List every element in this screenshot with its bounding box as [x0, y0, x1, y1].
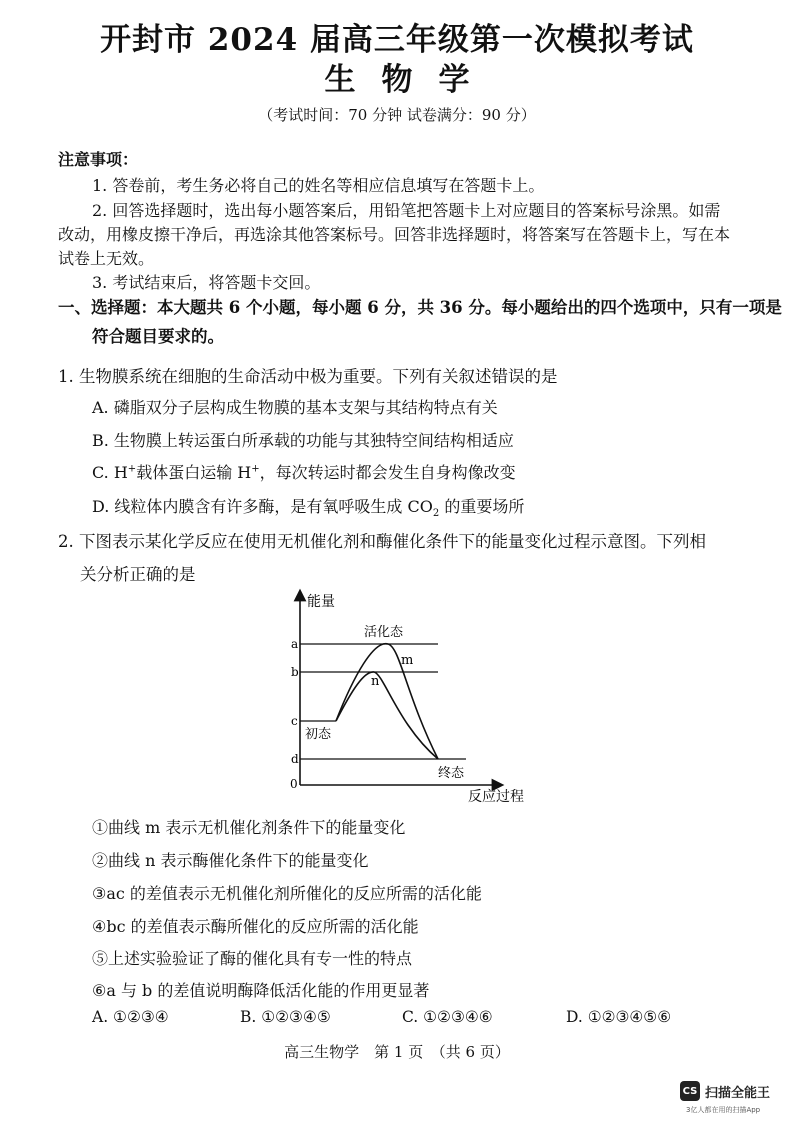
- scanner-logo-icon: CS: [680, 1081, 700, 1101]
- y-axis-label: 能量: [307, 594, 335, 610]
- notice-item-2-line-3: 试卷上无效。: [58, 249, 155, 268]
- x-axis-label: 反应过程: [468, 789, 524, 805]
- q1-option-b: B. 生物膜上转运蛋白所承载的功能与其独特空间结构相适应: [92, 431, 514, 450]
- final-state-label: 终态: [438, 766, 465, 781]
- q1-stem: 1. 生物膜系统在细胞的生命活动中极为重要。下列有关叙述错误的是: [58, 367, 558, 386]
- notice-item-3: 3. 考试结束后，将答题卡交回。: [92, 273, 321, 292]
- q2-statement-5: ⑤上述实验验证了酶的催化具有专一性的特点: [92, 949, 413, 968]
- q2-statement-3: ③ac 的差值表示无机催化剂所催化的反应所需的活化能: [92, 884, 482, 903]
- level-b-label: b: [291, 665, 299, 679]
- exam-time: （考试时间：70 分钟 试卷满分：90 分）: [258, 106, 536, 124]
- level-a-label: a: [291, 637, 299, 651]
- q2-option-b: B. ①②③④⑤: [240, 1008, 331, 1026]
- notice-item-1: 1. 答卷前，考生务必将自己的姓名等相应信息填写在答题卡上。: [92, 176, 545, 195]
- section-1-line-1: 一、选择题：本大题共 6 个小题，每小题 6 分，共 36 分。每小题给出的四个选项中，只有一项是: [58, 298, 782, 317]
- q2-stem-line-2: 关分析正确的是: [80, 565, 196, 584]
- origin-label: 0: [290, 777, 298, 791]
- q1-option-d: D. 线粒体内膜含有许多酶，是有氧呼吸生成 $CO_2$ 的重要场所: [92, 497, 525, 520]
- initial-state-label: 初态: [305, 727, 332, 742]
- q2-stem-line-1: 2. 下图表示某化学反应在使用无机催化剂和酶催化条件下的能量变化过程示意图。下列相: [58, 532, 706, 551]
- notice-item-2-line-1: 2. 回答选择题时，选出每小题答案后，用铅笔把答题卡上对应题目的答案标号涂黑。如需: [92, 201, 721, 220]
- q2-statement-6: ⑥a 与 b 的差值说明酶降低活化能的作用更显著: [92, 981, 430, 1000]
- q2-statement-2: ②曲线 n 表示酶催化条件下的能量变化: [92, 851, 369, 870]
- scanner-logo-text: 扫描全能王: [705, 1085, 771, 1101]
- notice-item-2-line-2: 改动，用橡皮擦干净后，再选涂其他答案标号。回答非选择题时，将答案写在答题卡上，写在本: [58, 225, 731, 244]
- notice-heading: 注意事项：: [58, 150, 139, 169]
- level-d-label: d: [291, 752, 299, 766]
- q2-statement-1: ①曲线 m 表示无机催化剂条件下的能量变化: [92, 818, 406, 837]
- peak-label: 活化态: [364, 625, 404, 640]
- q2-option-a: A. ①②③④: [92, 1008, 169, 1026]
- curve-n-label: n: [371, 674, 380, 689]
- q2-option-d: D. ①②③④⑤⑥: [566, 1008, 672, 1026]
- curve-m-label: m: [401, 653, 414, 668]
- energy-diagram: [270, 585, 570, 810]
- curve-m-line: [336, 644, 438, 759]
- subject-title: 生物学: [324, 62, 496, 98]
- level-c-label: c: [291, 714, 298, 728]
- q1-option-c: C. H+载体蛋白运输 H+，每次转运时都会发生自身构像改变: [92, 463, 516, 482]
- scanner-tagline: 3亿人都在用的扫描App: [686, 1106, 761, 1114]
- exam-title: 开封市 2024 届高三年级第一次模拟考试: [100, 22, 694, 58]
- scanner-watermark: [680, 1081, 770, 1101]
- q2-statement-4: ④bc 的差值表示酶所催化的反应所需的活化能: [92, 917, 419, 936]
- section-1-line-2: 符合题目要求的。: [92, 327, 224, 346]
- q2-option-c: C. ①②③④⑥: [402, 1008, 493, 1026]
- page-footer: 高三生物学 第 1 页 （共 6 页）: [284, 1043, 510, 1061]
- q1-option-a: A. 磷脂双分子层构成生物膜的基本支架与其结构特点有关: [92, 398, 498, 417]
